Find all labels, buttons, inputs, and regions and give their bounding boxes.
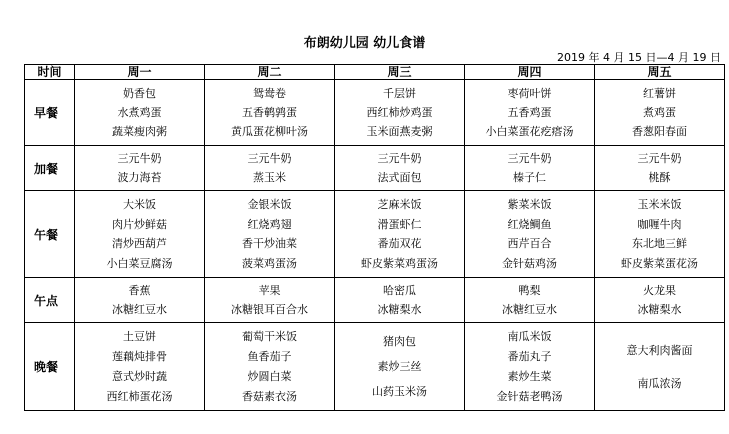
dish-item: 土豆饼 <box>123 330 156 344</box>
dish-item: 香菇素衣汤 <box>242 389 297 403</box>
menu-cell-afternoon-snack-fri <box>595 278 725 323</box>
dish-list <box>205 147 334 190</box>
menu-cell-afternoon-snack-thu <box>465 278 595 323</box>
dish-item: 千层饼 <box>383 86 416 100</box>
dish-list <box>205 324 334 410</box>
dish-list <box>75 81 204 145</box>
dish-item: 南瓜浓汤 <box>637 376 682 390</box>
menu-cell-dinner-thu <box>465 323 595 411</box>
menu-cell-snack-tue <box>205 146 335 191</box>
dish-item: 黄瓜蛋花柳叶汤 <box>231 125 308 139</box>
dish-item: 菠菜鸡蛋汤 <box>242 256 297 270</box>
dish-item: 哈密瓜 <box>383 284 416 298</box>
menu-cell-snack-thu <box>465 146 595 191</box>
dish-item: 三元牛奶 <box>117 152 162 166</box>
dish-item: 番茄双花 <box>377 237 422 251</box>
dish-item: 五香鸡蛋 <box>507 106 552 119</box>
dish-item: 芝麻米饭 <box>377 198 422 212</box>
meal-row-lunch <box>25 191 725 278</box>
dish-item: 榛子仁 <box>513 170 546 184</box>
dish-item: 苹果 <box>258 284 281 298</box>
meal-label: 晚餐 <box>25 323 75 411</box>
dish-list <box>595 147 724 190</box>
time-header: 时间 <box>25 65 75 80</box>
menu-cell-breakfast-wed <box>335 80 465 146</box>
menu-cell-afternoon-snack-tue <box>205 278 335 323</box>
dish-item: 冰糖梨水 <box>637 302 682 316</box>
dish-item: 奶香包 <box>123 86 156 100</box>
dish-item: 金银米饭 <box>247 198 292 212</box>
dish-item: 肉片炒鲜菇 <box>112 217 167 231</box>
dish-item: 玉米面燕麦粥 <box>366 125 433 139</box>
dish-item: 虾皮紫菜蛋花汤 <box>621 256 698 270</box>
dish-item: 蔬菜瘦肉粥 <box>112 125 167 139</box>
page-title: 布朗幼儿园 幼儿食谱 <box>303 36 426 51</box>
meal-label: 午餐 <box>25 191 75 278</box>
menu-cell-lunch-thu <box>465 191 595 278</box>
meal-row-afternoon-snack <box>25 278 725 323</box>
menu-cell-snack-mon <box>75 146 205 191</box>
dish-item: 冰糖梨水 <box>377 302 422 316</box>
dish-item: 东北地三鲜 <box>632 237 687 251</box>
dish-list <box>75 324 204 410</box>
dish-item: 鸭梨 <box>518 284 541 298</box>
dish-list <box>75 279 204 322</box>
dish-item: 滑蛋虾仁 <box>377 217 422 231</box>
day-header-fri: 周五 <box>595 65 725 80</box>
dish-item: 莲藕炖排骨 <box>112 350 167 364</box>
dish-item: 蒸玉米 <box>253 170 286 184</box>
day-header-thu: 周四 <box>465 65 595 80</box>
dish-item: 水煮鸡蛋 <box>117 106 162 119</box>
day-header-mon: 周一 <box>75 65 205 80</box>
dish-item: 三元牛奶 <box>247 152 292 166</box>
day-header-tue: 周二 <box>205 65 335 80</box>
dish-list <box>335 81 464 145</box>
meal-label: 加餐 <box>25 146 75 191</box>
menu-cell-dinner-tue <box>205 323 335 411</box>
dish-item: 玉米米饭 <box>637 198 682 212</box>
dish-item: 冰糖红豆水 <box>502 302 557 316</box>
dish-item: 南瓜米饭 <box>507 330 552 344</box>
dish-item: 香蕉 <box>128 284 151 298</box>
dish-item: 西红柿炒鸡蛋 <box>366 106 433 119</box>
dish-item: 红烧鲷鱼 <box>507 217 552 231</box>
meal-label: 午点 <box>25 278 75 323</box>
date-range: 2019 年 4 月 15 日—4 月 19 日 <box>557 51 721 64</box>
dish-list <box>465 147 594 190</box>
dish-item: 意大利肉酱面 <box>626 343 693 357</box>
dish-item: 番茄丸子 <box>507 350 552 364</box>
dish-item: 三元牛奶 <box>377 152 422 166</box>
dish-list <box>205 279 334 322</box>
menu-cell-lunch-mon <box>75 191 205 278</box>
menu-cell-breakfast-tue <box>205 80 335 146</box>
menu-cell-lunch-fri <box>595 191 725 278</box>
meal-row-snack <box>25 146 725 191</box>
menu-cell-dinner-mon <box>75 323 205 411</box>
dish-list <box>595 324 724 410</box>
dish-item: 波力海苔 <box>117 170 162 184</box>
dish-item: 香葱阳春面 <box>632 125 687 139</box>
dish-item: 鸳鸯卷 <box>253 86 286 100</box>
dish-item: 炒圆白菜 <box>247 369 292 383</box>
dish-item: 冰糖银耳百合水 <box>231 302 308 316</box>
dish-list <box>335 192 464 277</box>
meal-row-dinner <box>25 323 725 411</box>
dish-item: 三元牛奶 <box>507 152 552 166</box>
dish-item: 红薯饼 <box>643 86 676 100</box>
menu-cell-breakfast-fri <box>595 80 725 146</box>
dish-item: 紫菜米饭 <box>507 198 552 212</box>
dish-list <box>595 192 724 277</box>
dish-item: 火龙果 <box>643 284 676 298</box>
menu-cell-lunch-tue <box>205 191 335 278</box>
day-header-wed: 周三 <box>335 65 465 80</box>
header-row <box>25 65 725 80</box>
dish-item: 素炒生菜 <box>507 369 552 383</box>
menu-cell-afternoon-snack-mon <box>75 278 205 323</box>
dish-list <box>465 81 594 145</box>
dish-list <box>595 279 724 322</box>
meal-label: 早餐 <box>25 80 75 146</box>
dish-item: 小白菜豆腐汤 <box>106 256 173 270</box>
dish-item: 香干炒油菜 <box>242 237 297 251</box>
dish-item: 鱼香茄子 <box>247 350 292 364</box>
dish-item: 西芹百合 <box>507 237 552 251</box>
dish-item: 咖喱牛肉 <box>637 217 682 231</box>
dish-item: 小白菜蛋花疙瘩汤 <box>485 125 574 139</box>
dish-item: 大米饭 <box>123 198 156 212</box>
dish-item: 冰糖红豆水 <box>112 302 167 316</box>
dish-item: 西红柿蛋花汤 <box>106 389 173 403</box>
dish-item: 枣荷叶饼 <box>507 86 552 100</box>
dish-list <box>465 324 594 410</box>
menu-cell-afternoon-snack-wed <box>335 278 465 323</box>
dish-item: 葡萄干米饭 <box>242 330 297 344</box>
dish-list <box>595 81 724 145</box>
dish-list <box>75 192 204 277</box>
dish-item: 三元牛奶 <box>637 152 682 166</box>
dish-item: 煮鸡蛋 <box>643 106 676 119</box>
dish-list <box>335 324 464 410</box>
dish-item: 清炒西葫芦 <box>112 237 167 251</box>
menu-cell-breakfast-mon <box>75 80 205 146</box>
dish-item: 山药玉米汤 <box>372 384 427 398</box>
dish-item: 法式面包 <box>377 170 422 184</box>
menu-cell-snack-fri <box>595 146 725 191</box>
menu-cell-dinner-wed <box>335 323 465 411</box>
dish-list <box>205 81 334 145</box>
dish-list <box>335 147 464 190</box>
meal-row-breakfast <box>25 80 725 146</box>
menu-table <box>24 64 725 411</box>
dish-item: 虾皮紫菜鸡蛋汤 <box>361 256 438 270</box>
dish-list <box>465 192 594 277</box>
dish-list <box>205 192 334 277</box>
dish-item: 金针菇老鸭汤 <box>496 389 563 403</box>
dish-list <box>75 147 204 190</box>
dish-item: 红烧鸡翅 <box>247 217 292 231</box>
dish-list <box>335 279 464 322</box>
dish-item: 猪肉包 <box>383 335 416 349</box>
dish-item: 素炒三丝 <box>377 360 422 373</box>
menu-cell-breakfast-thu <box>465 80 595 146</box>
dish-item: 金针菇鸡汤 <box>502 256 557 270</box>
menu-cell-dinner-fri <box>595 323 725 411</box>
dish-item: 桃酥 <box>648 170 671 184</box>
dish-item: 五香鹌鹑蛋 <box>242 106 297 119</box>
dish-item: 意式炒时蔬 <box>112 369 167 383</box>
dish-list <box>465 279 594 322</box>
menu-cell-snack-wed <box>335 146 465 191</box>
menu-cell-lunch-wed <box>335 191 465 278</box>
